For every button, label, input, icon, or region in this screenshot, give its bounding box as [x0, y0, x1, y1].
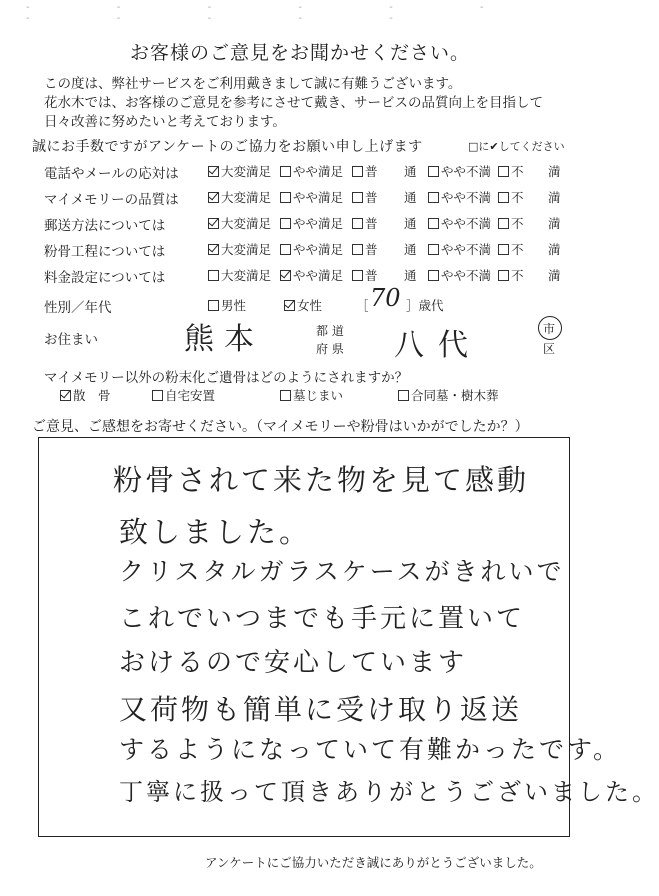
survey-option-dissatisfied-b — [548, 188, 561, 206]
survey-row-label: 電話やメールの応対は — [44, 166, 179, 182]
survey-option-neutral-a[interactable] — [352, 266, 378, 284]
remains-checkbox-home[interactable] — [152, 390, 163, 401]
male-checkbox[interactable] — [208, 300, 219, 311]
survey-checkbox[interactable] — [428, 192, 439, 203]
survey-option-very-satisfied[interactable] — [208, 162, 271, 180]
survey-checkbox[interactable] — [498, 192, 509, 203]
survey-checkbox[interactable] — [352, 244, 363, 255]
intro-line-3: 日々改善に努めたいと考えております。 — [44, 114, 286, 130]
survey-option-label: やや満足 — [293, 268, 344, 283]
survey-option-neutral-a[interactable] — [352, 240, 378, 258]
city-kanji-top: 市 — [543, 322, 556, 336]
comment-line: おけるので安心しています — [119, 648, 468, 678]
age-close-bracket: ］歳代 — [406, 298, 444, 313]
female-checkbox[interactable] — [284, 300, 295, 311]
survey-option-neutral-b — [404, 188, 417, 206]
comment-line: 丁寧に扱って頂きありがとうございました。 — [119, 778, 659, 806]
comment-line: 致しました。 — [119, 515, 312, 549]
survey-option-somewhat-dissatisfied[interactable] — [428, 266, 491, 284]
survey-checkbox[interactable] — [280, 270, 291, 281]
survey-option-label: 通 — [404, 164, 417, 179]
survey-option-dissatisfied-a[interactable] — [498, 266, 524, 284]
survey-checkbox[interactable] — [352, 166, 363, 177]
page-title: お客様のご意見をお聞かせください。 — [129, 42, 470, 64]
comment-line: するようになっていて有難かったです。 — [119, 735, 622, 764]
survey-option-dissatisfied-b — [548, 214, 561, 232]
survey-checkbox[interactable] — [498, 218, 509, 229]
survey-checkbox[interactable] — [428, 244, 439, 255]
survey-option-label: 普 — [365, 242, 378, 257]
survey-option-label: やや不満 — [441, 268, 492, 283]
survey-option-somewhat-dissatisfied[interactable] — [428, 240, 491, 258]
survey-checkbox[interactable] — [208, 270, 219, 281]
survey-option-label: やや不満 — [441, 190, 492, 205]
survey-option-label: 大変満足 — [221, 268, 272, 283]
survey-option-neutral-b — [404, 214, 417, 232]
male-label: 男性 — [221, 298, 247, 313]
survey-option-label: 満 — [548, 164, 561, 179]
intro-line-1: この度は、弊社サービスをご利用戴きまして誠に有難うございます。 — [44, 76, 462, 92]
intro-line-2: 花水木では、お客様のご意見を参考にさせて戴き、サービスの品質向上を目指して — [44, 95, 543, 111]
remains-option-grave-close[interactable] — [280, 386, 343, 404]
survey-row — [44, 214, 584, 234]
survey-option-label: 通 — [404, 242, 417, 257]
survey-option-dissatisfied-a[interactable] — [498, 162, 524, 180]
survey-option-label: 大変満足 — [221, 242, 272, 257]
footer-thanks: アンケートにご協力いただき誠にありがとうございました。 — [205, 855, 542, 870]
survey-option-neutral-a[interactable] — [352, 188, 378, 206]
survey-option-somewhat-dissatisfied[interactable] — [428, 214, 491, 232]
survey-option-neutral-b — [404, 240, 417, 258]
comment-line: これでいつまでも手元に置いて — [119, 604, 526, 634]
survey-checkbox[interactable] — [208, 192, 219, 203]
gender-age-row — [44, 284, 584, 316]
survey-option-very-satisfied[interactable] — [208, 214, 271, 232]
gender-age-label: 性別／年代 — [44, 300, 112, 316]
registration-marks: - - - - - - - - - - - — [26, 2, 526, 24]
survey-checkbox[interactable] — [280, 244, 291, 255]
survey-option-neutral-b — [404, 162, 417, 180]
survey-checkbox[interactable] — [428, 218, 439, 229]
remains-label-home: 自宅安置 — [165, 388, 216, 403]
female-option[interactable] — [284, 296, 322, 314]
survey-lead: 誠にお手数ですがアンケートのご協力をお願い申し上げます — [32, 139, 423, 155]
survey-option-label: 不 — [511, 164, 524, 179]
remains-checkbox-grave-close[interactable] — [280, 390, 291, 401]
prefecture-value[interactable]: 熊本 — [184, 322, 264, 357]
survey-option-dissatisfied-a[interactable] — [498, 188, 524, 206]
survey-option-label: やや満足 — [293, 164, 344, 179]
survey-checkbox[interactable] — [498, 166, 509, 177]
survey-option-dissatisfied-b — [548, 240, 561, 258]
survey-option-label: 不 — [511, 268, 524, 283]
survey-option-neutral-b — [404, 266, 417, 284]
survey-row-label: 粉骨工程については — [44, 244, 166, 260]
female-label: 女性 — [297, 298, 323, 313]
survey-option-label: 大変満足 — [221, 216, 272, 231]
pref-kanji-bottom: 府 県 — [316, 342, 344, 356]
survey-option-label: 大変満足 — [221, 190, 272, 205]
remains-label-scatter: 散 骨 — [73, 388, 111, 403]
survey-option-label: 満 — [548, 190, 561, 205]
survey-option-somewhat-satisfied[interactable] — [280, 240, 343, 258]
survey-checkbox[interactable] — [208, 218, 219, 229]
age-open-bracket: ［ — [356, 298, 369, 313]
survey-option-neutral-a[interactable] — [352, 162, 378, 180]
survey-option-label: 不 — [511, 216, 524, 231]
survey-checkbox[interactable] — [498, 244, 509, 255]
male-option[interactable] — [208, 296, 246, 314]
comment-line: クリスタルガラスケースがきれいで — [119, 557, 565, 586]
survey-option-label: やや満足 — [293, 242, 344, 257]
city-kanji-bottom: 区 — [543, 342, 556, 356]
survey-option-somewhat-satisfied[interactable] — [280, 188, 343, 206]
survey-option-label: 満 — [548, 216, 561, 231]
remains-options — [60, 386, 600, 406]
remains-option-joint-grave[interactable] — [398, 386, 499, 404]
comment-line: 又荷物も簡単に受け取り返送 — [119, 693, 523, 726]
survey-lead-note: □に✔してください — [468, 140, 565, 153]
survey-option-dissatisfied-b — [548, 266, 561, 284]
survey-option-label: 普 — [365, 268, 378, 283]
comment-line: 粉骨されて来た物を見て感動 — [113, 463, 530, 497]
survey-checkbox[interactable] — [280, 166, 291, 177]
survey-option-somewhat-satisfied[interactable] — [280, 214, 343, 232]
survey-option-very-satisfied[interactable] — [208, 266, 271, 284]
survey-option-label: 不 — [511, 190, 524, 205]
survey-checkbox[interactable] — [280, 218, 291, 229]
survey-option-label: 不 — [511, 242, 524, 257]
remains-option-home[interactable] — [152, 386, 215, 404]
survey-checkbox[interactable] — [280, 192, 291, 203]
survey-option-neutral-a[interactable] — [352, 214, 378, 232]
survey-checkbox[interactable] — [352, 218, 363, 229]
survey-row-label: 料金設定については — [44, 270, 166, 286]
survey-row — [44, 240, 584, 260]
comments-heading: ご意見、ご感想をお寄せください。（マイメモリーや粉骨はいかがでしたか？） — [32, 419, 529, 435]
survey-row-label: 郵送方法については — [44, 218, 166, 234]
remains-checkbox-joint-grave[interactable] — [398, 390, 409, 401]
survey-option-label: やや不満 — [441, 216, 492, 231]
survey-option-somewhat-satisfied[interactable] — [280, 162, 343, 180]
survey-option-label: 普 — [365, 164, 378, 179]
survey-row — [44, 162, 584, 182]
survey-checkbox[interactable] — [208, 166, 219, 177]
survey-row-label: マイメモリーの品質は — [44, 192, 179, 208]
pref-kanji-top: 都 道 — [316, 324, 344, 338]
survey-option-somewhat-dissatisfied[interactable] — [428, 162, 491, 180]
remains-question: マイメモリー以外の粉末化ご遺骨はどのようにされますか？ — [44, 370, 409, 386]
survey-option-label: 大変満足 — [221, 164, 272, 179]
survey-option-label: やや満足 — [293, 216, 344, 231]
comments-box[interactable] — [38, 437, 659, 837]
address-label: お住まい — [44, 332, 98, 348]
survey-option-label: やや不満 — [441, 164, 492, 179]
survey-option-dissatisfied-a[interactable] — [498, 240, 524, 258]
survey-option-very-satisfied[interactable] — [208, 240, 271, 258]
survey-checkbox[interactable] — [352, 192, 363, 203]
survey-option-label: 普 — [365, 190, 378, 205]
survey-option-somewhat-satisfied[interactable] — [280, 266, 343, 284]
survey-checkbox[interactable] — [352, 270, 363, 281]
survey-option-label: 普 — [365, 216, 378, 231]
survey-option-label: 満 — [548, 268, 561, 283]
survey-row — [44, 188, 584, 208]
survey-checkbox[interactable] — [428, 270, 439, 281]
survey-option-label: 通 — [404, 190, 417, 205]
remains-label-joint-grave: 合同墓・樹木葬 — [411, 388, 499, 403]
survey-option-label: やや満足 — [293, 190, 344, 205]
survey-option-dissatisfied-b — [548, 162, 561, 180]
remains-label-grave-close: 墓じまい — [293, 388, 344, 403]
remains-checkbox-scatter[interactable] — [60, 390, 71, 401]
survey-option-label: やや不満 — [441, 242, 492, 257]
remains-option-scatter[interactable] — [60, 386, 111, 404]
age-value[interactable]: 70 — [370, 284, 401, 312]
survey-option-somewhat-dissatisfied[interactable] — [428, 188, 491, 206]
survey-checkbox[interactable] — [428, 166, 439, 177]
survey-option-label: 通 — [404, 268, 417, 283]
survey-row — [44, 266, 584, 286]
survey-option-dissatisfied-a[interactable] — [498, 214, 524, 232]
city-value[interactable]: 八代 — [394, 328, 482, 363]
survey-option-label: 通 — [404, 216, 417, 231]
survey-checkbox[interactable] — [208, 244, 219, 255]
survey-option-very-satisfied[interactable] — [208, 188, 271, 206]
survey-option-label: 満 — [548, 242, 561, 257]
survey-checkbox[interactable] — [498, 270, 509, 281]
